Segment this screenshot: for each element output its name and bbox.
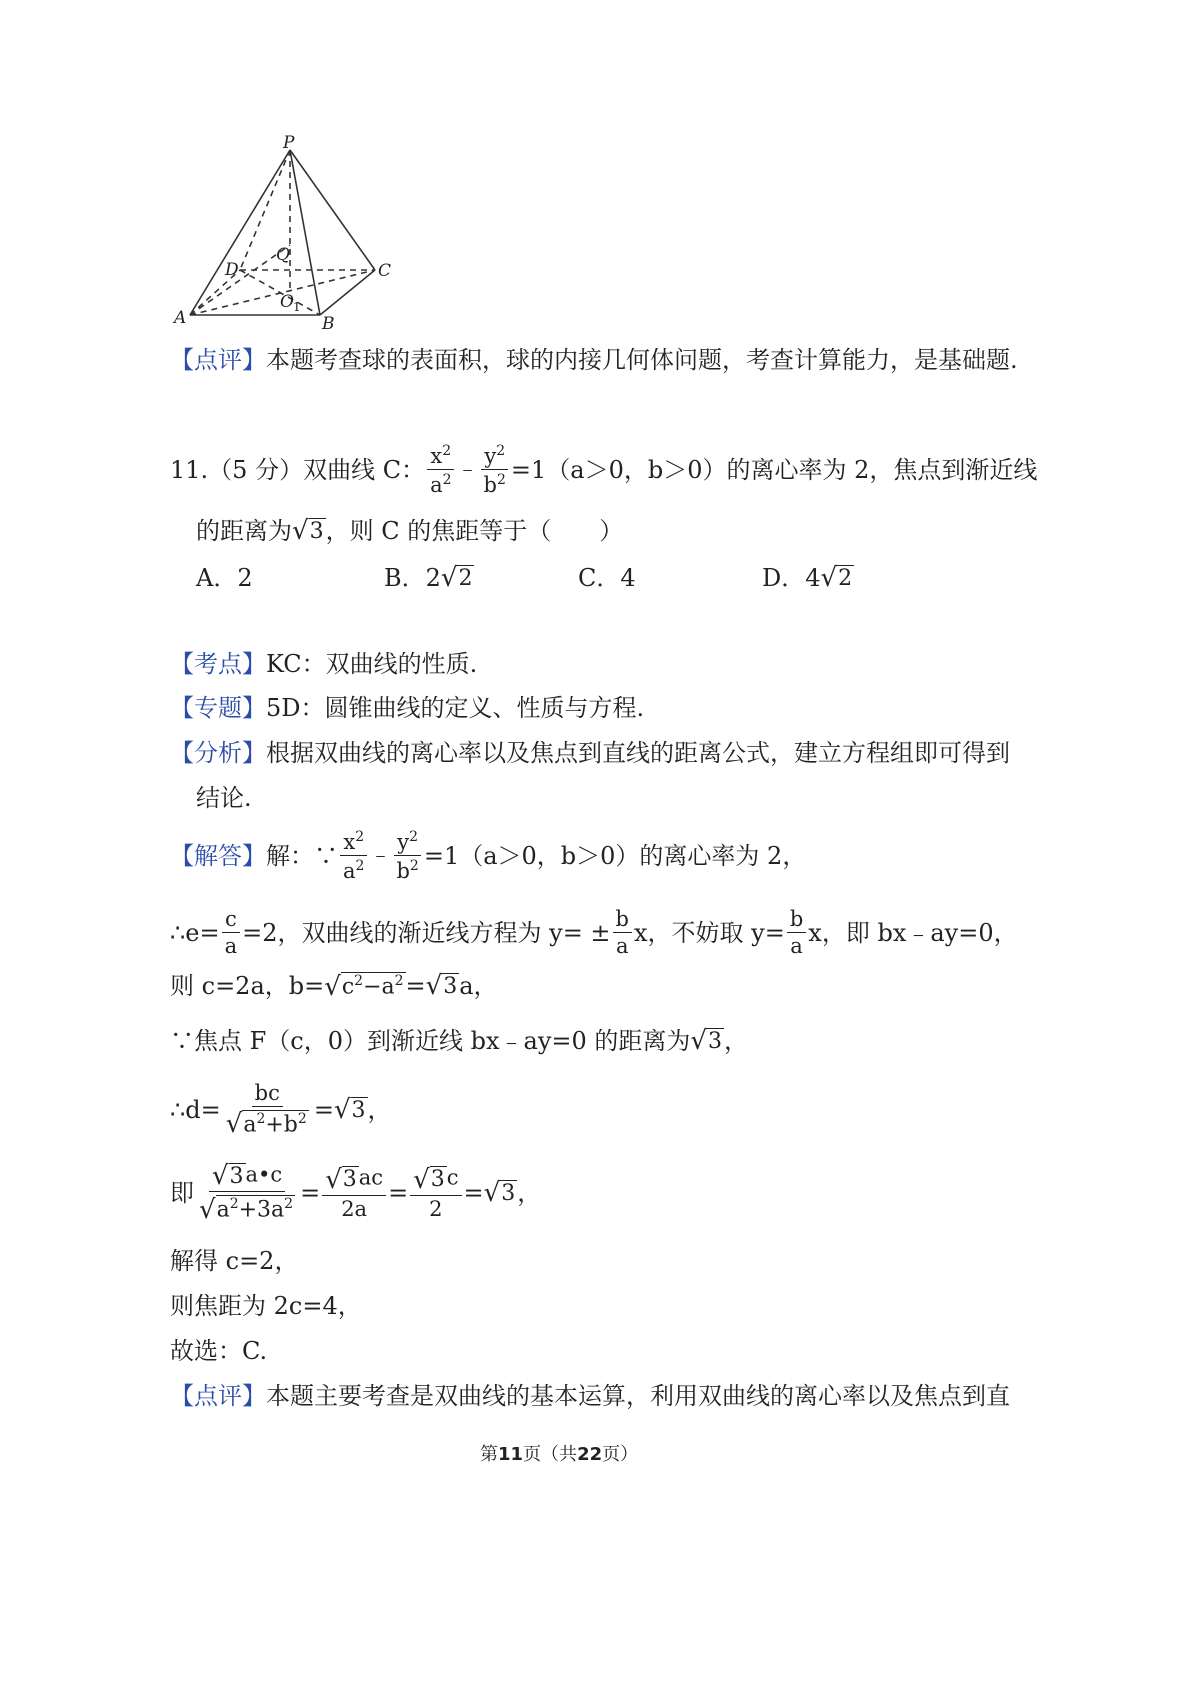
- equals-sign: =: [300, 1179, 321, 1207]
- fraction-sqrt3ac-over-sqrt: √ 3 a•c √ $a^2+3a^2$: [199, 1161, 294, 1225]
- review-tag: 【点评】: [170, 346, 266, 374]
- jieda-l3-c: a，: [459, 972, 498, 1000]
- label-q: Q: [276, 245, 290, 265]
- jieda-l7: 解得 c=2，: [170, 1247, 299, 1275]
- fenxi-text2: 结论.: [196, 784, 252, 812]
- jieda-l2-b: =2，双曲线的渐近线方程为 y= ±: [242, 919, 611, 947]
- review-text: 本题考查球的表面积，球的内接几何体问题，考查计算能力，是基础题.: [266, 346, 1018, 374]
- sqrt-2: √ 2: [820, 563, 853, 594]
- zhuanti: [170, 692, 644, 724]
- option-c[interactable]: [578, 562, 636, 594]
- option-b-label: B．2: [384, 564, 441, 592]
- sqrt-3: √ 3: [333, 1095, 366, 1126]
- fraction-sqrt3c-over-2: √ 3 c 2: [410, 1166, 461, 1219]
- fraction-x2-a2: $\frac{x^2}{a^2}$: [427, 444, 454, 496]
- jieda-l5-b: =: [313, 1096, 334, 1124]
- sqrt-c2-minus-a2: √ $c^2-a^2$: [324, 971, 404, 1002]
- jieda-l4-a: ∵焦点 F（c，0）到渐近线 bx﹣ay=0 的距离为: [170, 1027, 691, 1055]
- label-c: C: [378, 261, 392, 281]
- fraction-y2-b2: $\frac{y^2}{b^2}$: [481, 444, 509, 496]
- footer-suffix: 页）: [602, 1444, 639, 1465]
- question-11-line2: [196, 515, 623, 547]
- question-line2-a: 的距离为: [196, 517, 292, 545]
- sqrt-3: √ 3: [292, 516, 324, 547]
- question-mid: =1（a＞0，b＞0）的离心率为 2，焦点到渐近线: [510, 456, 1038, 484]
- option-d[interactable]: [762, 562, 854, 594]
- footer-page-number: 11: [498, 1444, 524, 1465]
- jieda-line6: [170, 1160, 541, 1226]
- fraction-sqrt3ac-over-2a: √ 3 ac 2a: [322, 1166, 386, 1219]
- jieda-tag: 【解答】: [170, 842, 266, 870]
- fraction-bc-over-sqrt: bc √ $a^2+b^2$: [225, 1080, 307, 1140]
- jieda-l4-b: ，: [723, 1027, 748, 1055]
- review2-text: 本题主要考查是双曲线的基本运算，利用双曲线的离心率以及焦点到直: [266, 1382, 1010, 1410]
- option-c-label: C．4: [578, 564, 636, 592]
- jieda-line1: 【解答】 解：∵ $\frac{x^2}{a^2}$ ﹣ $\frac{y^2}{b^2}$ =1（a＞0，b＞0）的离心率为 2，: [170, 829, 807, 883]
- jieda-l9: 故选：C.: [170, 1337, 268, 1365]
- footer-prefix: 第: [480, 1444, 498, 1465]
- question-line2-b: ，则 C 的焦距等于（ ）: [325, 517, 624, 545]
- question-11-stem: 11.（5 分）双曲线 C： $\frac{x^2}{a^2}$ ﹣ $\frac{y^2}{b^2}$ =1（a＞0，b＞0）的离心率为 2，焦点到渐近线: [170, 443, 1038, 497]
- jieda-l5-c: ，: [367, 1096, 392, 1124]
- jieda-line2: [170, 908, 1018, 958]
- fraction-c-a: $\frac{c}{a}$: [222, 909, 241, 957]
- fraction-b-a: $\frac{b}{a}$: [613, 909, 632, 957]
- fenxi-text: 根据双曲线的离心率以及焦点到直线的距离公式，建立方程组即可得到: [266, 739, 1010, 767]
- sqrt-2: √ 2: [440, 563, 473, 594]
- option-d-label: D．4: [762, 564, 821, 592]
- equals-sign: =: [388, 1179, 409, 1207]
- jieda-line5: [170, 1080, 392, 1140]
- jieda-l1-b: =1（a＞0，b＞0）的离心率为 2，: [423, 842, 807, 870]
- jieda-l3-b: =: [405, 972, 426, 1000]
- sqrt-3: √ 3: [425, 971, 458, 1002]
- jieda-l8: 则焦距为 2c=4，: [170, 1292, 362, 1320]
- review-2: [170, 1380, 1010, 1412]
- sqrt-3: √ 3: [690, 1026, 722, 1057]
- fenxi: [170, 737, 1010, 769]
- page-footer: [480, 1440, 638, 1466]
- label-p: P: [283, 135, 295, 153]
- jieda-line7: [170, 1245, 298, 1277]
- kaodian: [170, 648, 477, 680]
- label-o1: O: [280, 292, 294, 312]
- fraction-b-a: $\frac{b}{a}$: [787, 909, 806, 957]
- jieda-l5-a: ∴d=: [170, 1096, 221, 1124]
- fenxi-line2: [196, 782, 252, 814]
- jieda-line9: [170, 1335, 267, 1367]
- equals-sign: =: [463, 1179, 484, 1207]
- label-b: B: [322, 314, 335, 334]
- question-lead: 11.（5 分）双曲线 C：: [170, 456, 426, 484]
- review-1: [170, 344, 1018, 376]
- jieda-l6-a: 即: [170, 1179, 194, 1207]
- pyramid-figure: [170, 135, 410, 335]
- review2-tag: 【点评】: [170, 1382, 266, 1410]
- option-a[interactable]: [196, 562, 253, 594]
- jieda-l2-c: x，不妨取 y=: [634, 919, 785, 947]
- jieda-line4: [170, 1025, 748, 1057]
- zhuanti-text: 5D：圆锥曲线的定义、性质与方程.: [266, 694, 645, 722]
- option-b[interactable]: [384, 562, 474, 594]
- fraction-x2-a2: $\frac{x^2}{a^2}$: [340, 830, 367, 882]
- jieda-l2-d: x，即 bx﹣ay=0，: [808, 919, 1018, 947]
- kaodian-text: KC：双曲线的性质.: [266, 650, 478, 678]
- zhuanti-tag: 【专题】: [170, 694, 266, 722]
- option-a-label: A．2: [196, 564, 253, 592]
- footer-total-pages: 22: [577, 1444, 603, 1465]
- fenxi-tag: 【分析】: [170, 739, 266, 767]
- jieda-line8: [170, 1290, 362, 1322]
- jieda-l2-a: ∴e=: [170, 919, 220, 947]
- kaodian-tag: 【考点】: [170, 650, 266, 678]
- label-o1-subscript: 1: [293, 300, 301, 314]
- fraction-y2-b2: $\frac{y^2}{b^2}$: [393, 830, 421, 882]
- sqrt-3: √ 3: [483, 1178, 516, 1209]
- jieda-l3-a: 则 c=2a，b=: [170, 972, 325, 1000]
- jieda-line3: [170, 970, 498, 1002]
- jieda-l1-a: 解：∵: [266, 842, 338, 870]
- footer-middle: 页（共: [523, 1444, 578, 1465]
- label-d: D: [225, 260, 239, 280]
- label-a: A: [174, 308, 187, 328]
- jieda-l6-end: ，: [517, 1179, 542, 1207]
